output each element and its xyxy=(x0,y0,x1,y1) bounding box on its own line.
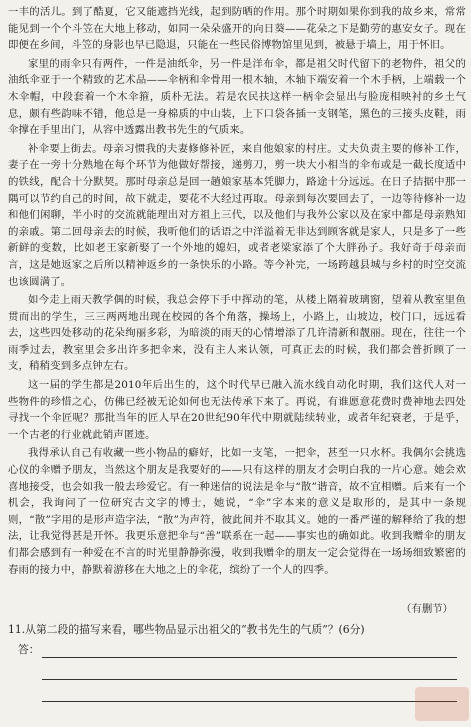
answer-line-3[interactable] xyxy=(42,701,457,702)
source-note: （有删节） xyxy=(401,603,453,615)
question-11: 11.从第二段的描写来看，哪些物品显示出祖父的“教书先生的气质”？(6分) xyxy=(8,623,365,636)
paragraph-4: 如今走上雨天教学偶的时候，我总会停下手中挥动的笔，从楼上隔着玻璃窗，望着从教室里鱼贯而出的学生，三三两两地出现在校园的各个角落，操场上，小路上，山坡边，校门口，远远看去，这些四处移动的花朵绚丽多彩，为暗淡的雨天的心情增添了几许清新和靓丽。现在，往往一个雨季过去，教室里会多出许多把伞来，没有主人来认领，可真正去的时候，我们都会普折顾了一支，稍稍变到多点钟左右。 xyxy=(8,294,466,373)
paragraph-2: 家里的雨伞只有两件，一件是油纸伞，另一件是洋布伞，都是祖父时代留下的老物件，祖父的油纸伞亚于一个精致的艺术品——伞柄和伞骨用一根木轴，木轴下端安着一个木手柄，上端载一个木伞帽，中段套着一个木伞箍，质朴无法。若是农民扶这样一柄伞会显出与脸庞相映衬的乡土气息，颇有些韵味不错，他总是一身棉质的中山装，上下口袋各插一支钢笔，黑色的三接头皮鞋，雨伞撑在手里出门，从容中透露出教书先生的气质来。 xyxy=(8,57,466,137)
paragraph-3: 补伞要上街去。母亲习惯我的夫妻修修补匠，来自他娘家的村庄。丈夫负责主要的修补工作，妻子在一旁十分熟地在每个环节为他做好帮接，递剪刀，剪一块大小相当的伞布或是一截长度适中的铁线，配合十分默契。那时母亲总是回一趟娘家基本凭脚力，路途十分远远。在日子拮据中那一隅可以节约自己的时间，故下就走，要花不大经过再取。母亲到每次要回去了，一边等待修补一边和他们闲聊，半小时的交流就能理出对方祖上三代，以及他们与我外公家以及在家中都是母亲熟知的亲戚。第二回母亲去的时候，我听他们的话语之中洋溢着无非达到顾客就是家人，只是多了一些新鲜的变数，比如老王家新娶了一个外地的媳妇，或者老梁家添了个大胖孙子。我好奇于母亲而言，这是她返家之后所以精神返乡的一条快乐的小路。等今补完，一场跨越县城与乡村的时空交流也该圆满了。 xyxy=(8,142,466,288)
paragraph-6: 我得承认自己有收藏一些小物品的癖好，比如一支笔，一把伞，甚至一只水杯。我偶尔会挑选心仪的伞赠予朋友，当然这个朋友是我要好的——只有这样的朋友才会明白我的一片心意。她会欢喜地接受，也会如我一般去珍爱它。有一种迷信的说法是伞与“散”谐音，故不宜相赠。后来有一个机会，我询问了一位研究古文字的博士，她说，“伞”字本来的意义是取形的，是其中一条规则，“散”字用的是形声造字法，“散”为声符，彼此间并不取其义。她的一番严谨的解释给了我的想法，让我觉得甚是开怀。我更乐意把伞与“善”联系在一起——事实也的确如此。收到我赠伞的朋友们都会感到有一种爱在不言的时光里静静弥漫，收到我赠伞的朋友一定会觉得在一场场细致繁密的春雨的接力中，静默着游移在大地之上的伞花，缤纷了一个人的四季。 xyxy=(8,447,466,576)
watermark-stamp xyxy=(415,687,469,721)
answer-line-1[interactable] xyxy=(42,657,457,658)
answer-line-2[interactable] xyxy=(42,679,457,680)
paragraph-1: 一丰的活儿。到了酷夏，它又能遮挡光线，起到防晒的作用。那个时期如果你到我的故乡来，常常能见到一个个斗笠在大地上移动，如同一朵朵盛开的向日葵——花朵之下是勤劳的惠安女子。现在即便在乡间，斗笠的身影也早已隐退，只能在一些民俗博物馆里见到，被悬于墙上，用于怀旧。 xyxy=(8,6,466,52)
article-body xyxy=(8,4,466,580)
answer-label: 答： xyxy=(18,643,40,656)
paragraph-5: 这一届的学生都是2010年后出生的，这个时代早已融入流水线自动化时期，我们这代人对一些物件的珍惜之心，仿佛已经被无论如何也无法传承下来了。再说，有谁愿意花费时费神地去四处寻找一个伞匠呢？那批当年的匠人早在20世纪90年代中期就陆续转业，或者年纪衰老，于是乎，一个古老的行业就此销声匿迹。 xyxy=(8,379,466,441)
